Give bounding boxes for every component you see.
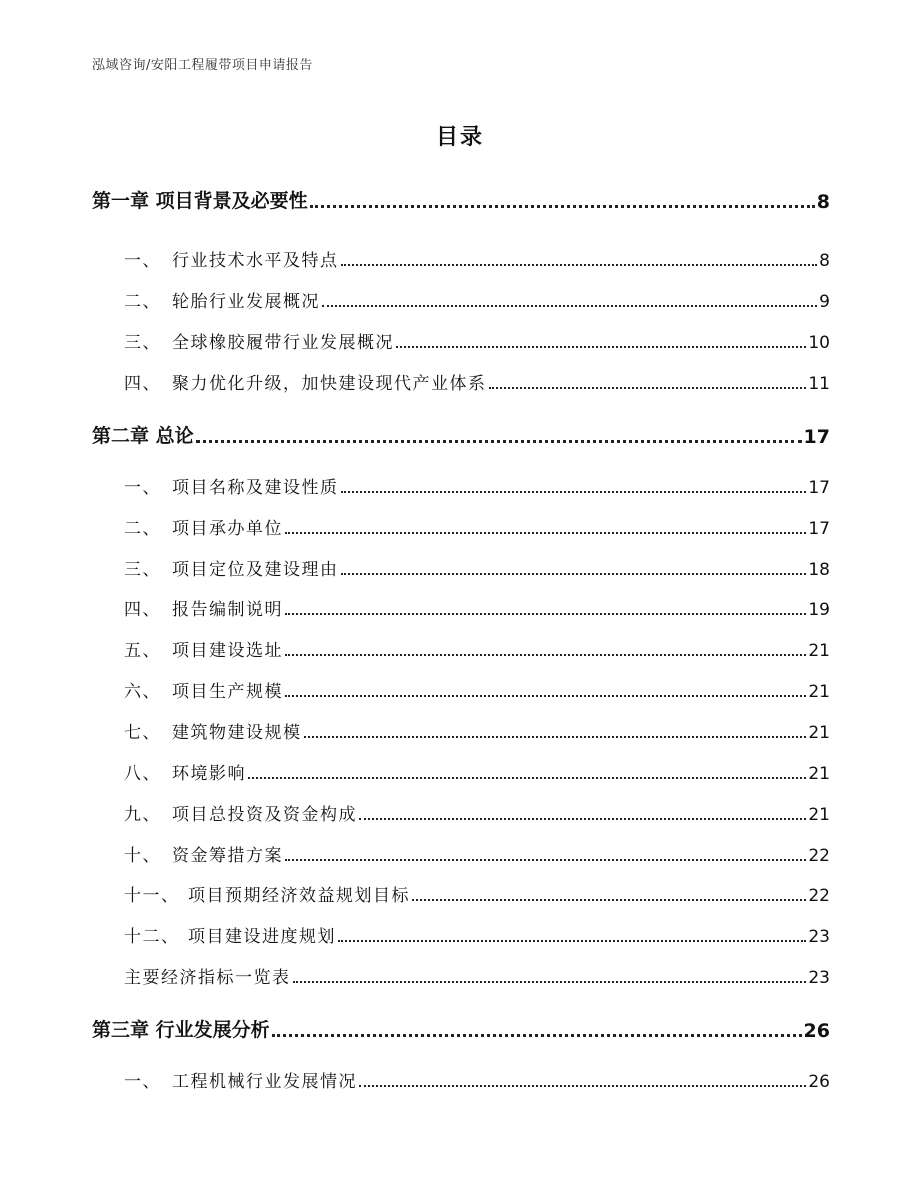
toc-page-number: 22 — [808, 886, 830, 906]
toc-page-number: 26 — [803, 1020, 830, 1042]
toc-page-number: 17 — [808, 519, 830, 539]
toc-entry-text: 项目定位及建设理由 — [172, 560, 339, 580]
toc-entry-label — [124, 287, 320, 312]
toc-entry-number: 四、 — [124, 374, 161, 394]
dot-leader — [341, 573, 807, 575]
toc-entry-label — [92, 1015, 270, 1042]
toc-entry-text: 项目承办单位 — [172, 519, 283, 539]
toc-section-entry[interactable] — [124, 595, 830, 620]
toc-page-number: 23 — [808, 968, 830, 988]
toc-section-entry[interactable] — [124, 759, 830, 784]
toc-entry-label — [124, 328, 394, 353]
dot-leader — [293, 981, 807, 983]
toc-section-entry[interactable] — [124, 841, 830, 866]
dot-leader — [248, 777, 806, 779]
toc-page-number: 17 — [803, 426, 830, 448]
toc-chapter-entry[interactable] — [92, 1015, 830, 1042]
dot-leader — [304, 736, 807, 738]
toc-section-entry[interactable] — [124, 677, 830, 702]
toc-page-number: 9 — [819, 292, 830, 312]
toc-page-number: 21 — [808, 682, 830, 702]
toc-entry-label — [124, 677, 283, 702]
toc-entry-label — [124, 841, 283, 866]
dot-leader — [285, 613, 806, 615]
toc-entry-text: 第一章 项目背景及必要性 — [92, 190, 308, 212]
toc-entry-label — [92, 421, 194, 448]
toc-section-entry[interactable] — [124, 514, 830, 539]
toc-entry-text: 第三章 行业发展分析 — [92, 1019, 270, 1041]
toc-page-number: 21 — [808, 723, 830, 743]
toc-entry-text: 工程机械行业发展情况 — [172, 1072, 357, 1092]
page-header: 泓域咨询/安阳工程履带项目申请报告 — [92, 58, 313, 73]
toc-entry-text: 报告编制说明 — [172, 600, 283, 620]
toc-entry-number: 一、 — [124, 251, 161, 271]
dot-leader — [196, 440, 802, 443]
toc-title: 目录 — [435, 125, 484, 150]
toc-entry-text: 行业技术水平及特点 — [172, 251, 339, 271]
toc-entry-number: 四、 — [124, 600, 161, 620]
toc-entry-label — [124, 1067, 357, 1092]
toc-entry-text: 资金筹措方案 — [172, 846, 283, 866]
toc-entry-number: 十一、 — [124, 886, 180, 906]
toc-section-entry[interactable] — [124, 328, 830, 353]
toc-chapter-entry[interactable] — [92, 421, 830, 448]
toc-entry-text: 项目建设选址 — [172, 641, 283, 661]
toc-page-number: 21 — [808, 764, 830, 784]
toc-entry-number: 十二、 — [124, 927, 180, 947]
toc-entry-label — [124, 718, 302, 743]
toc-entry-text: 第二章 总论 — [92, 425, 194, 447]
toc-section-entry[interactable] — [124, 287, 830, 312]
toc-entry-text: 项目总投资及资金构成 — [172, 805, 357, 825]
toc-entry-text: 轮胎行业发展概况 — [172, 292, 320, 312]
toc-entry-text: 项目预期经济效益规划目标 — [188, 886, 410, 906]
toc-chapter-entry[interactable] — [92, 186, 830, 213]
toc-section-entry[interactable] — [124, 800, 830, 825]
toc-entry-text: 环境影响 — [172, 764, 246, 784]
toc-entry-label — [92, 186, 308, 213]
dot-leader — [285, 695, 806, 697]
toc-entry-number: 八、 — [124, 764, 161, 784]
dot-leader — [489, 387, 807, 389]
toc-section-entry[interactable] — [124, 963, 830, 988]
dot-leader — [412, 899, 806, 901]
toc-entry-number: 二、 — [124, 292, 161, 312]
toc-entry-label — [124, 922, 336, 947]
toc-page-number: 8 — [819, 251, 830, 271]
toc-entry-label — [124, 759, 246, 784]
dot-leader — [285, 859, 806, 861]
toc-entry-text: 全球橡胶履带行业发展概况 — [172, 333, 394, 353]
toc-entry-text: 建筑物建设规模 — [172, 723, 302, 743]
toc-section-entry[interactable] — [124, 246, 830, 271]
toc-entry-number: 十、 — [124, 846, 161, 866]
toc-page-number: 26 — [808, 1072, 830, 1092]
toc-section-entry[interactable] — [124, 881, 830, 906]
dot-leader — [310, 205, 815, 208]
toc-entry-text: 聚力优化升级，加快建设现代产业体系 — [172, 374, 487, 394]
dot-leader — [341, 264, 818, 266]
toc-entry-label — [124, 369, 487, 394]
toc-entry-label — [124, 881, 410, 906]
toc-entry-label — [124, 246, 339, 271]
toc-entry-label — [124, 514, 283, 539]
dot-leader — [396, 346, 806, 348]
toc-section-entry[interactable] — [124, 636, 830, 661]
dot-leader — [285, 532, 806, 534]
toc-entry-label — [124, 636, 283, 661]
toc-section-entry[interactable] — [124, 1067, 830, 1092]
toc-page-number: 18 — [808, 560, 830, 580]
dot-leader — [359, 1085, 806, 1087]
toc-page-number: 22 — [808, 846, 830, 866]
toc-page-number: 17 — [808, 478, 830, 498]
toc-section-entry[interactable] — [124, 555, 830, 580]
toc-entry-text: 主要经济指标一览表 — [124, 968, 291, 988]
toc-entry-number: 三、 — [124, 560, 161, 580]
toc-entry-label — [124, 555, 339, 580]
dot-leader — [272, 1034, 802, 1037]
dot-leader — [341, 491, 807, 493]
dot-leader — [285, 654, 806, 656]
toc-page-number: 8 — [816, 191, 830, 213]
toc-entry-number: 二、 — [124, 519, 161, 539]
toc-page-number: 21 — [808, 641, 830, 661]
toc-entry-number: 九、 — [124, 805, 161, 825]
toc-page-number: 10 — [808, 333, 830, 353]
toc-entry-text: 项目名称及建设性质 — [172, 478, 339, 498]
toc-entry-number: 七、 — [124, 723, 161, 743]
toc-entry-text: 项目生产规模 — [172, 682, 283, 702]
toc-page-number: 21 — [808, 805, 830, 825]
toc-page-number: 23 — [808, 927, 830, 947]
toc-entry-number: 一、 — [124, 478, 161, 498]
toc-entry-number: 六、 — [124, 682, 161, 702]
toc-entry-number: 五、 — [124, 641, 161, 661]
toc-page-number: 11 — [808, 374, 830, 394]
toc-entry-text: 项目建设进度规划 — [188, 927, 336, 947]
toc-entry-label — [124, 963, 291, 988]
toc-section-entry[interactable] — [124, 369, 830, 394]
toc-entry-number: 三、 — [124, 333, 161, 353]
toc-entry-number: 一、 — [124, 1072, 161, 1092]
toc-page-number: 19 — [808, 600, 830, 620]
dot-leader — [359, 818, 806, 820]
toc-entry-label — [124, 595, 283, 620]
toc-section-entry[interactable] — [124, 473, 830, 498]
toc-section-entry[interactable] — [124, 718, 830, 743]
toc-section-entry[interactable] — [124, 922, 830, 947]
toc-entry-label — [124, 473, 339, 498]
toc-entry-label — [124, 800, 357, 825]
dot-leader — [322, 305, 817, 307]
dot-leader — [338, 940, 806, 942]
